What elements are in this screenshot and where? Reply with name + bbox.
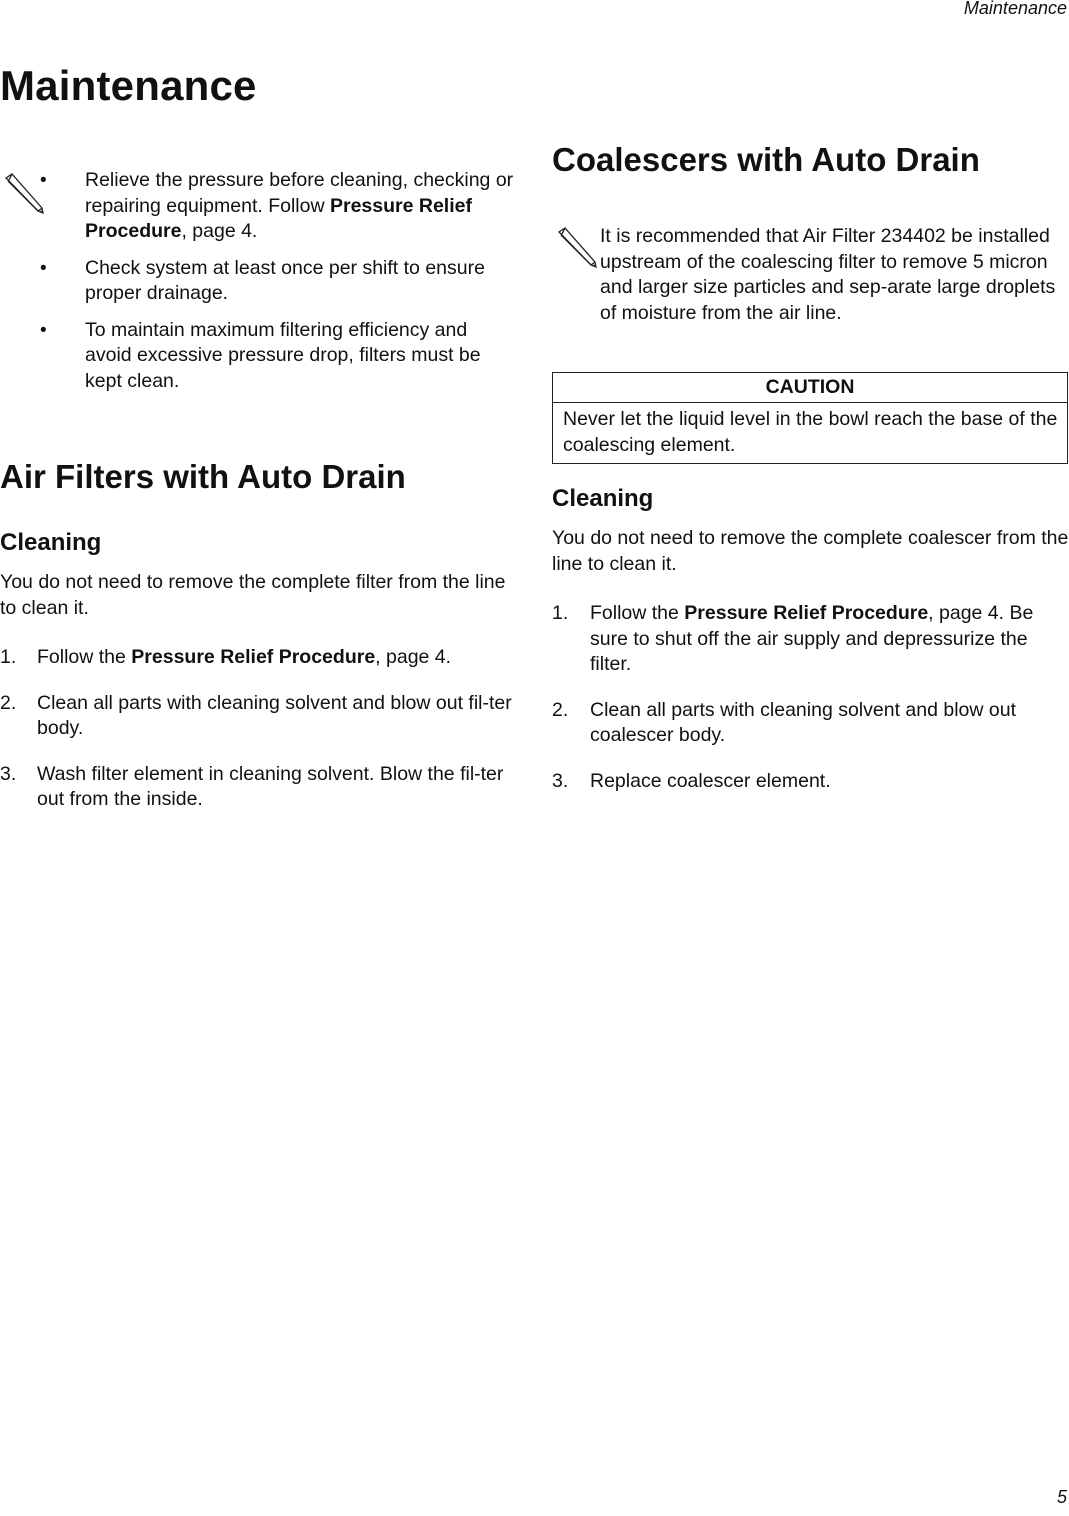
left-column [0, 168, 518, 833]
note-bullet-item [0, 168, 518, 245]
note-text: Check system at least once per shift to ensure proper drainage. [85, 256, 485, 304]
caution-box [552, 372, 1068, 464]
step-text: Clean all parts with cleaning solvent and blow out fil-ter body. [37, 691, 512, 739]
procedure-reference: Pressure Relief Procedure [131, 646, 376, 668]
running-header: Maintenance [963, 0, 1067, 18]
note-text: Relieve the pressure before cleaning, checking or repairing equipment. Follow [85, 169, 514, 217]
step-text: Wash filter element in cleaning solvent. Blow the fil-ter out from the inside. [37, 762, 504, 810]
step-text: , page 4. [375, 646, 452, 668]
step-number: 2. [0, 691, 17, 714]
step-item [552, 769, 1069, 795]
page-number: 5 [1056, 1487, 1067, 1507]
bullet-glyph: • [40, 319, 47, 341]
subsection-title-cleaning: Cleaning [552, 485, 654, 512]
step-number: 3. [0, 762, 17, 785]
step-text: Follow the [590, 602, 685, 624]
intro-paragraph: You do not need to remove the complete coalescer from the line to clean it. [552, 527, 1069, 575]
right-column [552, 140, 1069, 814]
step-number: 2. [552, 698, 569, 721]
step-number: 1. [552, 602, 569, 624]
caution-title: CAUTION [553, 373, 1067, 403]
bullet-glyph: • [40, 170, 47, 191]
note-block [552, 224, 1069, 326]
step-item [0, 645, 518, 671]
step-text: , page 4. Be sure to shut off the air supply and depressurize the filter. [590, 602, 1034, 675]
note-bullet-list [0, 168, 518, 394]
note-bullet-item [0, 318, 518, 395]
step-item [552, 698, 1069, 749]
note-bullet-item [0, 256, 518, 307]
procedure-reference: Pressure Relief Procedure [684, 602, 929, 624]
note-block [0, 168, 518, 394]
cleaning-steps [552, 601, 1069, 794]
step-number: 3. [552, 769, 569, 792]
page-title: Maintenance [0, 62, 257, 109]
step-item [552, 601, 1069, 678]
procedure-reference: Pressure Relief Procedure [85, 194, 472, 242]
subsection-title-cleaning: Cleaning [0, 529, 102, 556]
intro-paragraph: You do not need to remove the complete filter from the line to clean it. [0, 571, 506, 619]
step-number: 1. [0, 646, 17, 668]
pencil-note-icon [555, 226, 597, 268]
step-text: Clean all parts with cleaning solvent and blow out coalescer body. [590, 698, 1017, 746]
step-text: Replace coalescer element. [590, 769, 831, 792]
step-item [0, 762, 518, 813]
caution-text: Never let the liquid level in the bowl reach the base of the coalescing element. [563, 408, 1058, 456]
section-title-coalescers: Coalescers with Auto Drain [552, 141, 980, 178]
step-item [0, 691, 518, 742]
bullet-glyph: • [40, 257, 47, 279]
note-text: , page 4. [181, 220, 258, 242]
step-text: Follow the [37, 646, 132, 668]
cleaning-steps [0, 645, 518, 813]
section-title-air-filters: Air Filters with Auto Drain [0, 458, 406, 495]
note-text: It is recommended that Air Filter 234402 be installed upstream of the coalescing filter to remove 5 micron and larger size particles and sep-arate large droplets of moisture from the air line. [600, 225, 1056, 324]
note-text: To maintain maximum filtering efficiency and avoid excessive pressure drop, filters must be kept clean. [85, 318, 481, 392]
